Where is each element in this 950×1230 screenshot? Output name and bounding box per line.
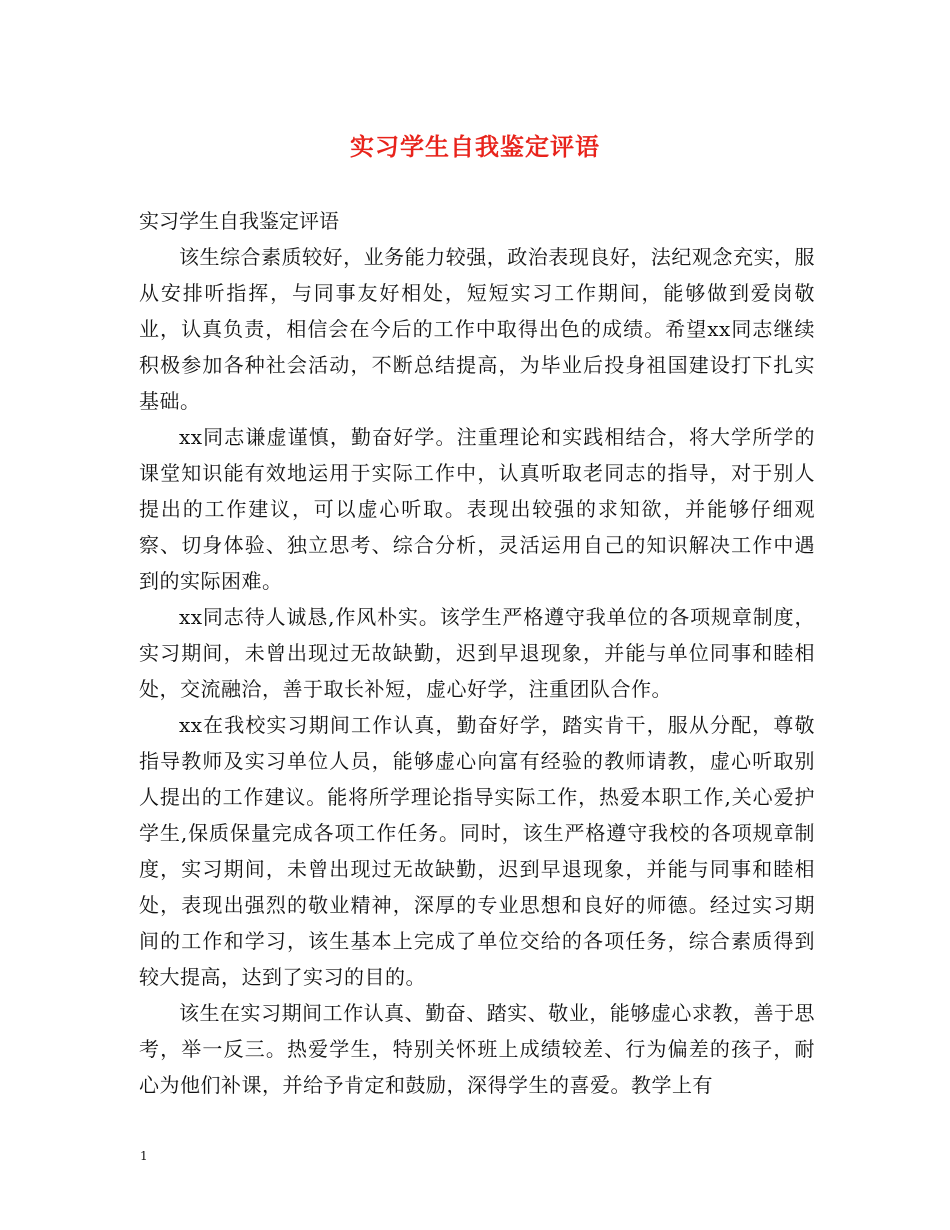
paragraph-1: 该生综合素质较好，业务能力较强，政治表现良好，法纪观念充实，服从安排听指挥，与同事友好相处，短短实习工作期间，能够做到爱岗敬业，认真负责，相信会在今后的工作中取得出色的成绩。希望xx同志继续积极参加各种社会活动，不断总结提高，为毕业后投身祖国建设打下扎实基础。 — [139, 245, 815, 413]
document-title: 实习学生自我鉴定评语 — [350, 132, 600, 161]
page-number: 1 — [140, 1149, 148, 1163]
paragraph-5: 该生在实习期间工作认真、勤奋、踏实、敬业，能够虚心求教，善于思考，举一反三。热爱学生，特别关怀班上成绩较差、行为偏差的孩子，耐心为他们补课，并给予肯定和鼓励，深得学生的喜爱。教学上有 — [139, 1001, 815, 1097]
paragraph-3: xx同志待人诚恳,作风朴实。该学生严格遵守我单位的各项规章制度，实习期间，未曾出现过无故缺勤，迟到早退现象，并能与单位同事和睦相处，交流融洽，善于取长补短，虚心好学，注重团队合作。 — [139, 605, 815, 701]
paragraph-2: xx同志谦虚谨慎，勤奋好学。注重理论和实践相结合，将大学所学的课堂知识能有效地运用于实际工作中，认真听取老同志的指导，对于别人提出的工作建议，可以虚心听取。表现出较强的求知欲，并能够仔细观察、切身体验、独立思考、综合分析，灵活运用自己的知识解决工作中遇到的实际困难。 — [139, 425, 815, 593]
paragraph-4: xx在我校实习期间工作认真，勤奋好学，踏实肯干，服从分配，尊敬指导教师及实习单位人员，能够虚心向富有经验的教师请教，虚心听取别人提出的工作建议。能将所学理论指导实际工作，热爱本职工作,关心爱护学生,保质保量完成各项工作任务。同时，该生严格遵守我校的各项规章制度，实习期间，未曾出现过无故缺勤，迟到早退现象，并能与同事和睦相处，表现出强烈的敬业精神，深厚的专业思想和良好的师德。经过实习期间的工作和学习，该生基本上完成了单位交给的各项任务，综合素质得到较大提高，达到了实习的目的。 — [139, 713, 815, 989]
document-body — [139, 203, 815, 1103]
document-subtitle: 实习学生自我鉴定评语 — [139, 209, 339, 233]
